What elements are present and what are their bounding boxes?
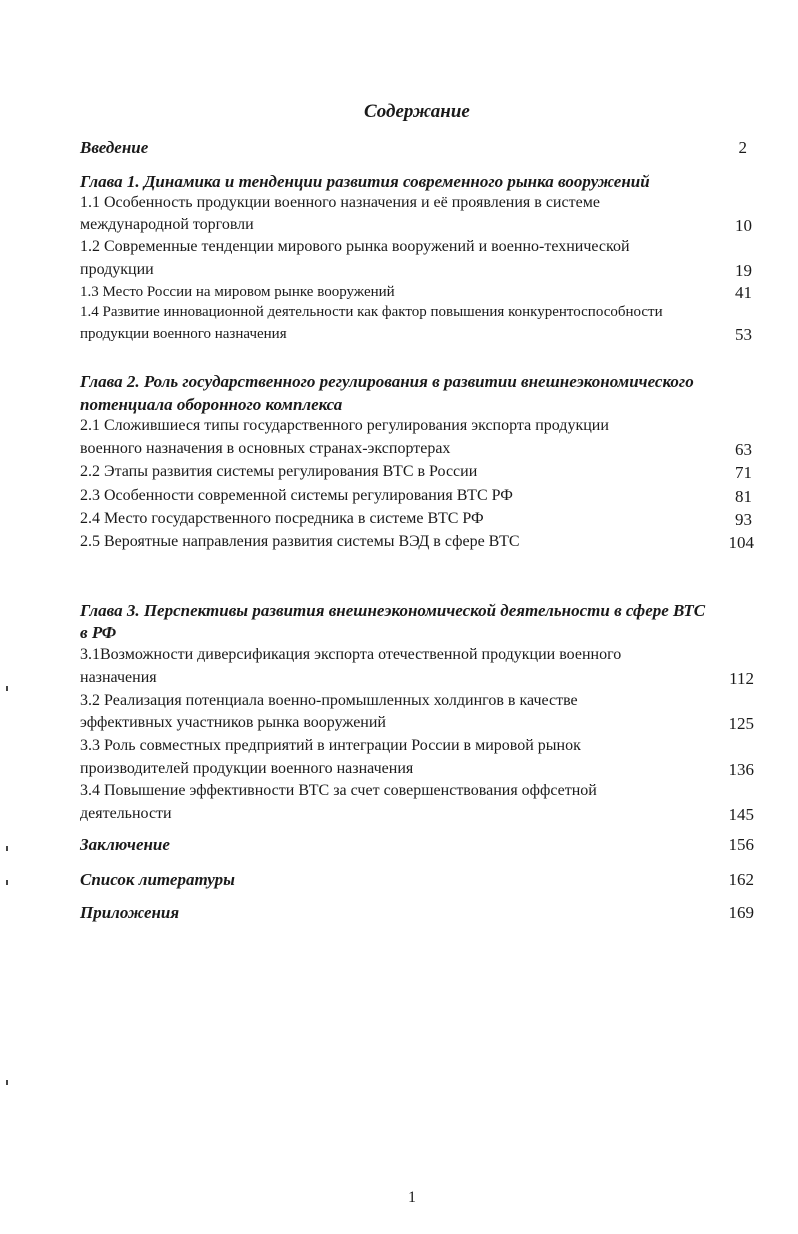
section-2-3-page: 81	[735, 487, 752, 506]
section-2-2-page: 71	[735, 463, 752, 482]
section-3-1-line2[interactable]: назначения	[80, 669, 157, 686]
toc-title: Содержание	[364, 101, 470, 122]
section-3-3-page: 136	[728, 760, 754, 779]
section-1-4-page: 53	[735, 325, 752, 344]
section-2-4-page: 93	[735, 510, 752, 529]
section-2-1-line2[interactable]: военного назначения в основных странах-экспортерах	[80, 440, 451, 457]
scan-speck	[6, 1080, 8, 1085]
section-3-4-line1[interactable]: 3.4 Повышение эффективности ВТС за счет совершенствования оффсетной	[80, 782, 597, 799]
section-3-2-page: 125	[728, 714, 754, 733]
section-3-1-page: 112	[729, 669, 754, 688]
conclusion-label[interactable]: Заключение	[80, 835, 170, 854]
section-3-1-line1[interactable]: 3.1Возможности диверсификация экспорта отечественной продукции военного	[80, 646, 622, 663]
section-1-2-line1[interactable]: 1.2 Современные тенденции мирового рынка вооружений и военно-технической	[80, 238, 630, 255]
section-1-1-line2[interactable]: международной торговли	[80, 216, 254, 233]
section-2-5-page: 104	[728, 533, 754, 552]
chapter-1-heading[interactable]: Глава 1. Динамика и тенденции развития современного рынка вооружений	[80, 172, 650, 191]
intro-label[interactable]: Введение	[80, 138, 149, 157]
section-2-4[interactable]: 2.4 Место государственного посредника в системе ВТС РФ	[80, 510, 484, 527]
appendices-label[interactable]: Приложения	[80, 903, 180, 922]
scan-speck	[6, 880, 8, 885]
section-3-4-line2[interactable]: деятельности	[80, 805, 172, 822]
page-number: 1	[408, 1189, 416, 1206]
section-2-1-page: 63	[735, 440, 752, 459]
section-3-2-line1[interactable]: 3.2 Реализация потенциала военно-промышленных холдингов в качестве	[80, 692, 578, 709]
section-3-3-line2[interactable]: производителей продукции военного назначения	[80, 760, 414, 777]
appendices-page: 169	[728, 903, 754, 922]
chapter-3-heading-line1[interactable]: Глава 3. Перспективы развития внешнеэкономической деятельности в сфере ВТС	[80, 601, 706, 620]
section-3-4-page: 145	[728, 805, 754, 824]
section-1-1-page: 10	[735, 216, 752, 235]
section-1-3-page: 41	[735, 283, 752, 302]
scan-speck	[6, 686, 8, 691]
section-2-3[interactable]: 2.3 Особенности современной системы регулирования ВТС РФ	[80, 487, 513, 504]
section-1-4-line1[interactable]: 1.4 Развитие инновационной деятельности как фактор повышения конкурентоспособности	[80, 304, 663, 320]
section-2-1-line1[interactable]: 2.1 Сложившиеся типы государственного регулирования экспорта продукции	[80, 417, 609, 434]
conclusion-page: 156	[728, 835, 754, 854]
chapter-2-heading-line1[interactable]: Глава 2. Роль государственного регулирования в развитии внешнеэкономического	[80, 372, 694, 391]
section-1-2-line2[interactable]: продукции	[80, 261, 154, 278]
section-1-2-page: 19	[735, 261, 752, 280]
section-3-2-line2[interactable]: эффективных участников рынка вооружений	[80, 714, 386, 731]
scan-speck	[6, 846, 8, 851]
references-page: 162	[728, 870, 754, 889]
section-3-3-line1[interactable]: 3.3 Роль совместных предприятий в интеграции России в мировой рынок	[80, 737, 581, 754]
section-1-3[interactable]: 1.3 Место России на мировом рынке вооружений	[80, 284, 395, 300]
section-2-2[interactable]: 2.2 Этапы развития системы регулирования ВТС в России	[80, 463, 478, 480]
chapter-2-heading-line2[interactable]: потенциала оборонного комплекса	[80, 395, 343, 414]
section-1-1-line1[interactable]: 1.1 Особенность продукции военного назначения и её проявления в системе	[80, 194, 600, 211]
references-label[interactable]: Список литературы	[80, 870, 235, 889]
intro-page: 2	[738, 138, 747, 157]
section-1-4-line2[interactable]: продукции военного назначения	[80, 326, 287, 342]
chapter-3-heading-line2[interactable]: в РФ	[80, 623, 117, 642]
section-2-5[interactable]: 2.5 Вероятные направления развития системы ВЭД в сфере ВТС	[80, 533, 520, 550]
